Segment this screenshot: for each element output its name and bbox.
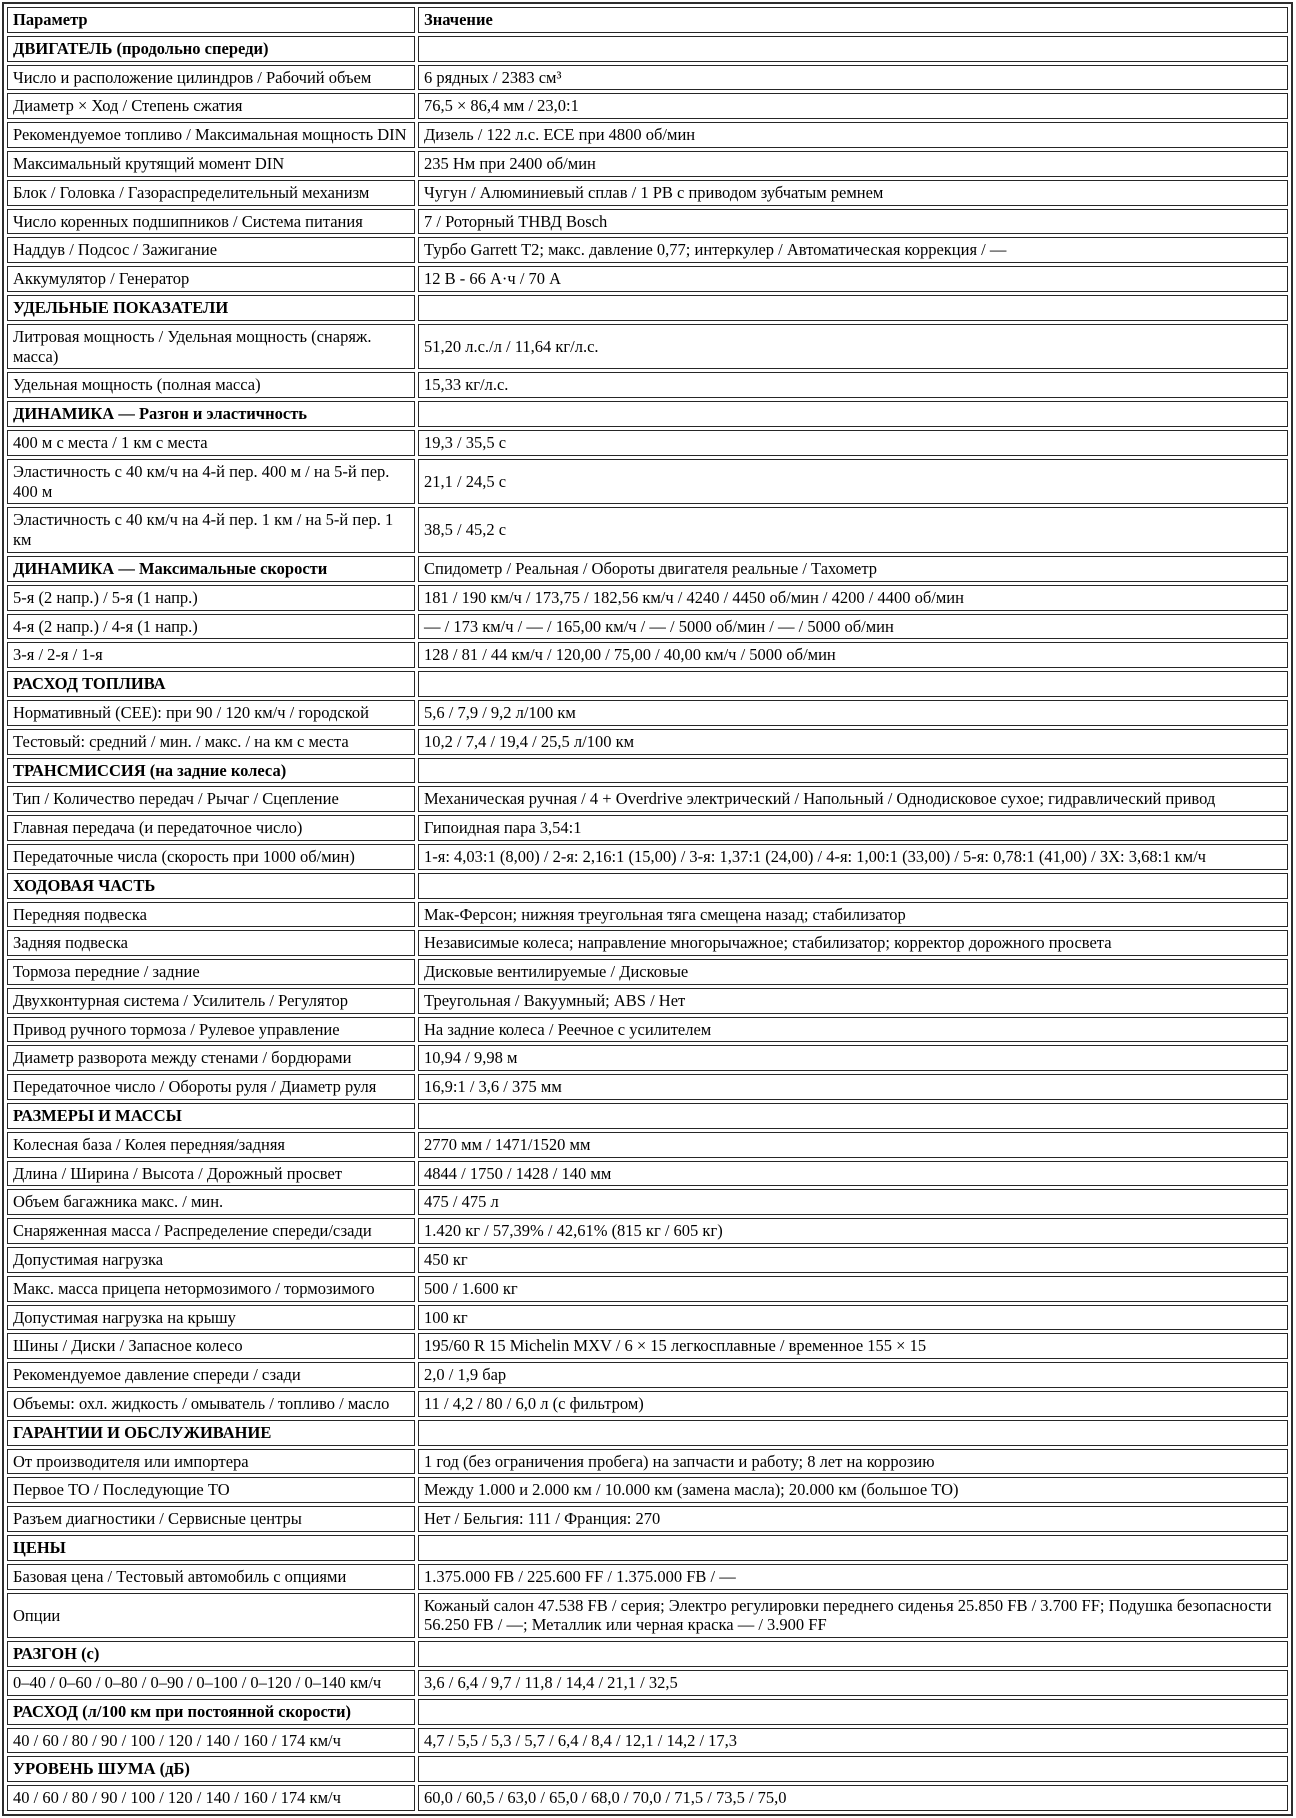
param-cell: Задняя подвеска — [7, 930, 415, 956]
table-row — [7, 237, 1288, 263]
table-row — [7, 430, 1288, 456]
section-row — [7, 556, 1288, 582]
param-cell: Снаряженная масса / Распределение спереди/сзади — [7, 1218, 415, 1244]
table-row — [7, 585, 1288, 611]
section-row — [7, 1103, 1288, 1129]
value-cell — [418, 1699, 1288, 1725]
section-title-cell: ХОДОВАЯ ЧАСТЬ — [7, 873, 415, 899]
value-cell — [418, 401, 1288, 427]
value-cell: 60,0 / 60,5 / 63,0 / 65,0 / 68,0 / 70,0 / 71,5 / 73,5 / 75,0 — [418, 1785, 1288, 1811]
table-row — [7, 1276, 1288, 1302]
param-cell: Аккумулятор / Генератор — [7, 266, 415, 292]
table-row — [7, 1506, 1288, 1532]
value-cell: 5,6 / 7,9 / 9,2 л/100 км — [418, 700, 1288, 726]
value-cell: 3,6 / 6,4 / 9,7 / 11,8 / 14,4 / 21,1 / 32,5 — [418, 1670, 1288, 1696]
param-cell: 5-я (2 напр.) / 5-я (1 напр.) — [7, 585, 415, 611]
value-cell: 500 / 1.600 кг — [418, 1276, 1288, 1302]
param-cell: Эластичность с 40 км/ч на 4-й пер. 400 м / на 5-й пер. 400 м — [7, 459, 415, 505]
section-title-cell: УДЕЛЬНЫЕ ПОКАЗАТЕЛИ — [7, 295, 415, 321]
section-title-cell: ЦЕНЫ — [7, 1535, 415, 1561]
table-row — [7, 902, 1288, 928]
value-cell: 2770 мм / 1471/1520 мм — [418, 1132, 1288, 1158]
table-row — [7, 1333, 1288, 1359]
section-title-cell: РАЗМЕРЫ И МАССЫ — [7, 1103, 415, 1129]
param-cell: Опции — [7, 1593, 415, 1639]
value-cell — [418, 873, 1288, 899]
section-row — [7, 295, 1288, 321]
table-row — [7, 65, 1288, 91]
value-cell: 128 / 81 / 44 км/ч / 120,00 / 75,00 / 40,00 км/ч / 5000 об/мин — [418, 642, 1288, 668]
param-cell: Передаточное число / Обороты руля / Диаметр руля — [7, 1074, 415, 1100]
value-cell: 10,94 / 9,98 м — [418, 1045, 1288, 1071]
value-cell — [418, 1103, 1288, 1129]
value-cell: 4844 / 1750 / 1428 / 140 мм — [418, 1161, 1288, 1187]
table-row — [7, 1593, 1288, 1639]
table-row — [7, 122, 1288, 148]
value-cell: 51,20 л.с./л / 11,64 кг/л.с. — [418, 324, 1288, 370]
param-cell: Рекомендуемое топливо / Максимальная мощность DIN — [7, 122, 415, 148]
value-cell: 4,7 / 5,5 / 5,3 / 5,7 / 6,4 / 8,4 / 12,1 / 14,2 / 17,3 — [418, 1728, 1288, 1754]
value-cell: 7 / Роторный ТНВД Bosch — [418, 209, 1288, 235]
param-cell: Объем багажника макс. / мин. — [7, 1189, 415, 1215]
param-cell: Литровая мощность / Удельная мощность (снаряж. масса) — [7, 324, 415, 370]
section-row — [7, 873, 1288, 899]
param-cell: 3-я / 2-я / 1-я — [7, 642, 415, 668]
param-cell: Эластичность с 40 км/ч на 4-й пер. 1 км / на 5-й пер. 1 км — [7, 507, 415, 553]
value-cell: 450 кг — [418, 1247, 1288, 1273]
table-row — [7, 959, 1288, 985]
section-row — [7, 1756, 1288, 1782]
param-cell: 4-я (2 напр.) / 4-я (1 напр.) — [7, 614, 415, 640]
table-row — [7, 1045, 1288, 1071]
value-cell — [418, 1756, 1288, 1782]
value-cell: 1-я: 4,03:1 (8,00) / 2-я: 2,16:1 (15,00) / 3-я: 1,37:1 (24,00) / 4-я: 1,00:1 (33,00) / 5-я: 0,78:1 (41,00) / ЗХ: 3,68:1 км/ч — [418, 844, 1288, 870]
value-cell — [418, 671, 1288, 697]
section-row — [7, 401, 1288, 427]
value-cell — [418, 1420, 1288, 1446]
value-cell: 16,9:1 / 3,6 / 375 мм — [418, 1074, 1288, 1100]
param-cell: Главная передача (и передаточное число) — [7, 815, 415, 841]
value-cell: 235 Нм при 2400 об/мин — [418, 151, 1288, 177]
param-cell: Шины / Диски / Запасное колесо — [7, 1333, 415, 1359]
table-row — [7, 93, 1288, 119]
value-cell — [418, 36, 1288, 62]
section-title-cell: УРОВЕНЬ ШУМА (дБ) — [7, 1756, 415, 1782]
value-cell: Независимые колеса; направление многорычажное; стабилизатор; корректор дорожного просвета — [418, 930, 1288, 956]
value-cell: 1.375.000 FB / 225.600 FF / 1.375.000 FB / — — [418, 1564, 1288, 1590]
value-cell: Спидометр / Реальная / Обороты двигателя реальные / Тахометр — [418, 556, 1288, 582]
table-row — [7, 1564, 1288, 1590]
param-cell: Диаметр разворота между стенами / бордюрами — [7, 1045, 415, 1071]
table-row — [7, 1189, 1288, 1215]
table-row — [7, 1161, 1288, 1187]
table-row — [7, 614, 1288, 640]
section-row — [7, 671, 1288, 697]
param-cell: Длина / Ширина / Высота / Дорожный просвет — [7, 1161, 415, 1187]
table-row — [7, 700, 1288, 726]
table-row — [7, 1247, 1288, 1273]
value-cell: Кожаный салон 47.538 FB / серия; Электро регулировки переднего сиденья 25.850 FB / 3.700 FF; Подушка безопасности 56.250 FB / —; Металлик или черная краска — / 3.900 FF — [418, 1593, 1288, 1639]
param-cell: Тестовый: средний / мин. / макс. / на км с места — [7, 729, 415, 755]
value-cell: 19,3 / 35,5 с — [418, 430, 1288, 456]
param-cell: 40 / 60 / 80 / 90 / 100 / 120 / 140 / 160 / 174 км/ч — [7, 1785, 415, 1811]
param-cell: Нормативный (CEE): при 90 / 120 км/ч / городской — [7, 700, 415, 726]
value-cell: Мак-Ферсон; нижняя треугольная тяга смещена назад; стабилизатор — [418, 902, 1288, 928]
param-cell: Рекомендуемое давление спереди / сзади — [7, 1362, 415, 1388]
value-cell: Дизель / 122 л.с. ECE при 4800 об/мин — [418, 122, 1288, 148]
param-cell: 400 м с места / 1 км с места — [7, 430, 415, 456]
param-cell: Базовая цена / Тестовый автомобиль с опциями — [7, 1564, 415, 1590]
value-cell: 38,5 / 45,2 с — [418, 507, 1288, 553]
value-cell: 1 год (без ограничения пробега) на запчасти и работу; 8 лет на коррозию — [418, 1449, 1288, 1475]
value-cell: На задние колеса / Реечное с усилителем — [418, 1017, 1288, 1043]
table-row — [7, 930, 1288, 956]
table-row — [7, 844, 1288, 870]
value-cell: 475 / 475 л — [418, 1189, 1288, 1215]
section-title-cell: РАЗГОН (с) — [7, 1641, 415, 1667]
value-cell: 1.420 кг / 57,39% / 42,61% (815 кг / 605 кг) — [418, 1218, 1288, 1244]
table-row — [7, 1477, 1288, 1503]
table-row — [7, 1074, 1288, 1100]
param-column-header: Параметр — [7, 7, 415, 33]
table-row — [7, 459, 1288, 505]
param-cell: Диаметр × Ход / Степень сжатия — [7, 93, 415, 119]
param-cell: 0–40 / 0–60 / 0–80 / 0–90 / 0–100 / 0–120 / 0–140 км/ч — [7, 1670, 415, 1696]
param-cell: Привод ручного тормоза / Рулевое управление — [7, 1017, 415, 1043]
param-cell: Число коренных подшипников / Система питания — [7, 209, 415, 235]
value-cell — [418, 1641, 1288, 1667]
value-cell: Чугун / Алюминиевый сплав / 1 РВ с приводом зубчатым ремнем — [418, 180, 1288, 206]
param-cell: От производителя или импортера — [7, 1449, 415, 1475]
value-column-header: Значение — [418, 7, 1288, 33]
value-cell: Между 1.000 и 2.000 км / 10.000 км (замена масла); 20.000 км (большое ТО) — [418, 1477, 1288, 1503]
value-cell: 6 рядных / 2383 см³ — [418, 65, 1288, 91]
param-cell: Макс. масса прицепа нетормозимого / тормозимого — [7, 1276, 415, 1302]
param-cell: Число и расположение цилиндров / Рабочий объем — [7, 65, 415, 91]
param-cell: Наддув / Подсос / Зажигание — [7, 237, 415, 263]
spec-table-body — [7, 36, 1288, 1811]
section-row — [7, 758, 1288, 784]
value-cell: Дисковые вентилируемые / Дисковые — [418, 959, 1288, 985]
table-row — [7, 372, 1288, 398]
param-cell: Блок / Головка / Газораспределительный механизм — [7, 180, 415, 206]
car-spec-table — [2, 2, 1293, 1816]
value-cell: 15,33 кг/л.с. — [418, 372, 1288, 398]
param-cell: Тип / Количество передач / Рычаг / Сцепление — [7, 786, 415, 812]
value-cell: Гипоидная пара 3,54:1 — [418, 815, 1288, 841]
table-row — [7, 209, 1288, 235]
table-row — [7, 1728, 1288, 1754]
value-cell — [418, 758, 1288, 784]
table-row — [7, 988, 1288, 1014]
value-cell: Нет / Бельгия: 111 / Франция: 270 — [418, 1506, 1288, 1532]
table-row — [7, 1218, 1288, 1244]
table-row — [7, 1017, 1288, 1043]
table-row — [7, 1449, 1288, 1475]
param-cell: Допустимая нагрузка — [7, 1247, 415, 1273]
param-cell: 40 / 60 / 80 / 90 / 100 / 120 / 140 / 160 / 174 км/ч — [7, 1728, 415, 1754]
table-row — [7, 324, 1288, 370]
value-cell — [418, 295, 1288, 321]
section-title-cell: РАСХОД (л/100 км при постоянной скорости) — [7, 1699, 415, 1725]
section-row — [7, 1699, 1288, 1725]
value-cell: 21,1 / 24,5 с — [418, 459, 1288, 505]
param-cell: Передаточные числа (скорость при 1000 об/мин) — [7, 844, 415, 870]
table-row — [7, 507, 1288, 553]
table-row — [7, 1362, 1288, 1388]
table-row — [7, 1785, 1288, 1811]
table-row — [7, 729, 1288, 755]
param-cell: Передняя подвеска — [7, 902, 415, 928]
section-row — [7, 1420, 1288, 1446]
section-row — [7, 1535, 1288, 1561]
section-title-cell: ДИНАМИКА — Разгон и эластичность — [7, 401, 415, 427]
section-title-cell: РАСХОД ТОПЛИВА — [7, 671, 415, 697]
table-row — [7, 151, 1288, 177]
param-cell: Максимальный крутящий момент DIN — [7, 151, 415, 177]
param-cell: Тормоза передние / задние — [7, 959, 415, 985]
value-cell: 76,5 × 86,4 мм / 23,0:1 — [418, 93, 1288, 119]
table-row — [7, 786, 1288, 812]
value-cell: 100 кг — [418, 1305, 1288, 1331]
value-cell — [418, 1535, 1288, 1561]
table-row — [7, 815, 1288, 841]
header-row — [7, 7, 1288, 33]
table-row — [7, 1305, 1288, 1331]
table-row — [7, 266, 1288, 292]
section-title-cell: ТРАНСМИССИЯ (на задние колеса) — [7, 758, 415, 784]
value-cell: Турбо Garrett T2; макс. давление 0,77; интеркулер / Автоматическая коррекция / — — [418, 237, 1288, 263]
table-row — [7, 1391, 1288, 1417]
param-cell: Объемы: охл. жидкость / омыватель / топливо / масло — [7, 1391, 415, 1417]
value-cell: 2,0 / 1,9 бар — [418, 1362, 1288, 1388]
value-cell: Механическая ручная / 4 + Overdrive электрический / Напольный / Однодисковое сухое; гидравлический привод — [418, 786, 1288, 812]
section-row — [7, 1641, 1288, 1667]
value-cell: 181 / 190 км/ч / 173,75 / 182,56 км/ч / 4240 / 4450 об/мин / 4200 / 4400 об/мин — [418, 585, 1288, 611]
section-title-cell: ДИНАМИКА — Максимальные скорости — [7, 556, 415, 582]
table-row — [7, 1132, 1288, 1158]
value-cell: 11 / 4,2 / 80 / 6,0 л (с фильтром) — [418, 1391, 1288, 1417]
param-cell: Колесная база / Колея передняя/задняя — [7, 1132, 415, 1158]
table-row — [7, 180, 1288, 206]
section-title-cell: ГАРАНТИИ И ОБСЛУЖИВАНИЕ — [7, 1420, 415, 1446]
table-row — [7, 1670, 1288, 1696]
value-cell: 12 В - 66 А·ч / 70 А — [418, 266, 1288, 292]
section-row — [7, 36, 1288, 62]
param-cell: Двухконтурная система / Усилитель / Регулятор — [7, 988, 415, 1014]
param-cell: Разъем диагностики / Сервисные центры — [7, 1506, 415, 1532]
param-cell: Удельная мощность (полная масса) — [7, 372, 415, 398]
value-cell: 195/60 R 15 Michelin MXV / 6 × 15 легкосплавные / временное 155 × 15 — [418, 1333, 1288, 1359]
section-title-cell: ДВИГАТЕЛЬ (продольно спереди) — [7, 36, 415, 62]
value-cell: 10,2 / 7,4 / 19,4 / 25,5 л/100 км — [418, 729, 1288, 755]
value-cell: — / 173 км/ч / — / 165,00 км/ч / — / 5000 об/мин / — / 5000 об/мин — [418, 614, 1288, 640]
table-row — [7, 642, 1288, 668]
param-cell: Допустимая нагрузка на крышу — [7, 1305, 415, 1331]
value-cell: Треугольная / Вакуумный; ABS / Нет — [418, 988, 1288, 1014]
param-cell: Первое ТО / Последующие ТО — [7, 1477, 415, 1503]
